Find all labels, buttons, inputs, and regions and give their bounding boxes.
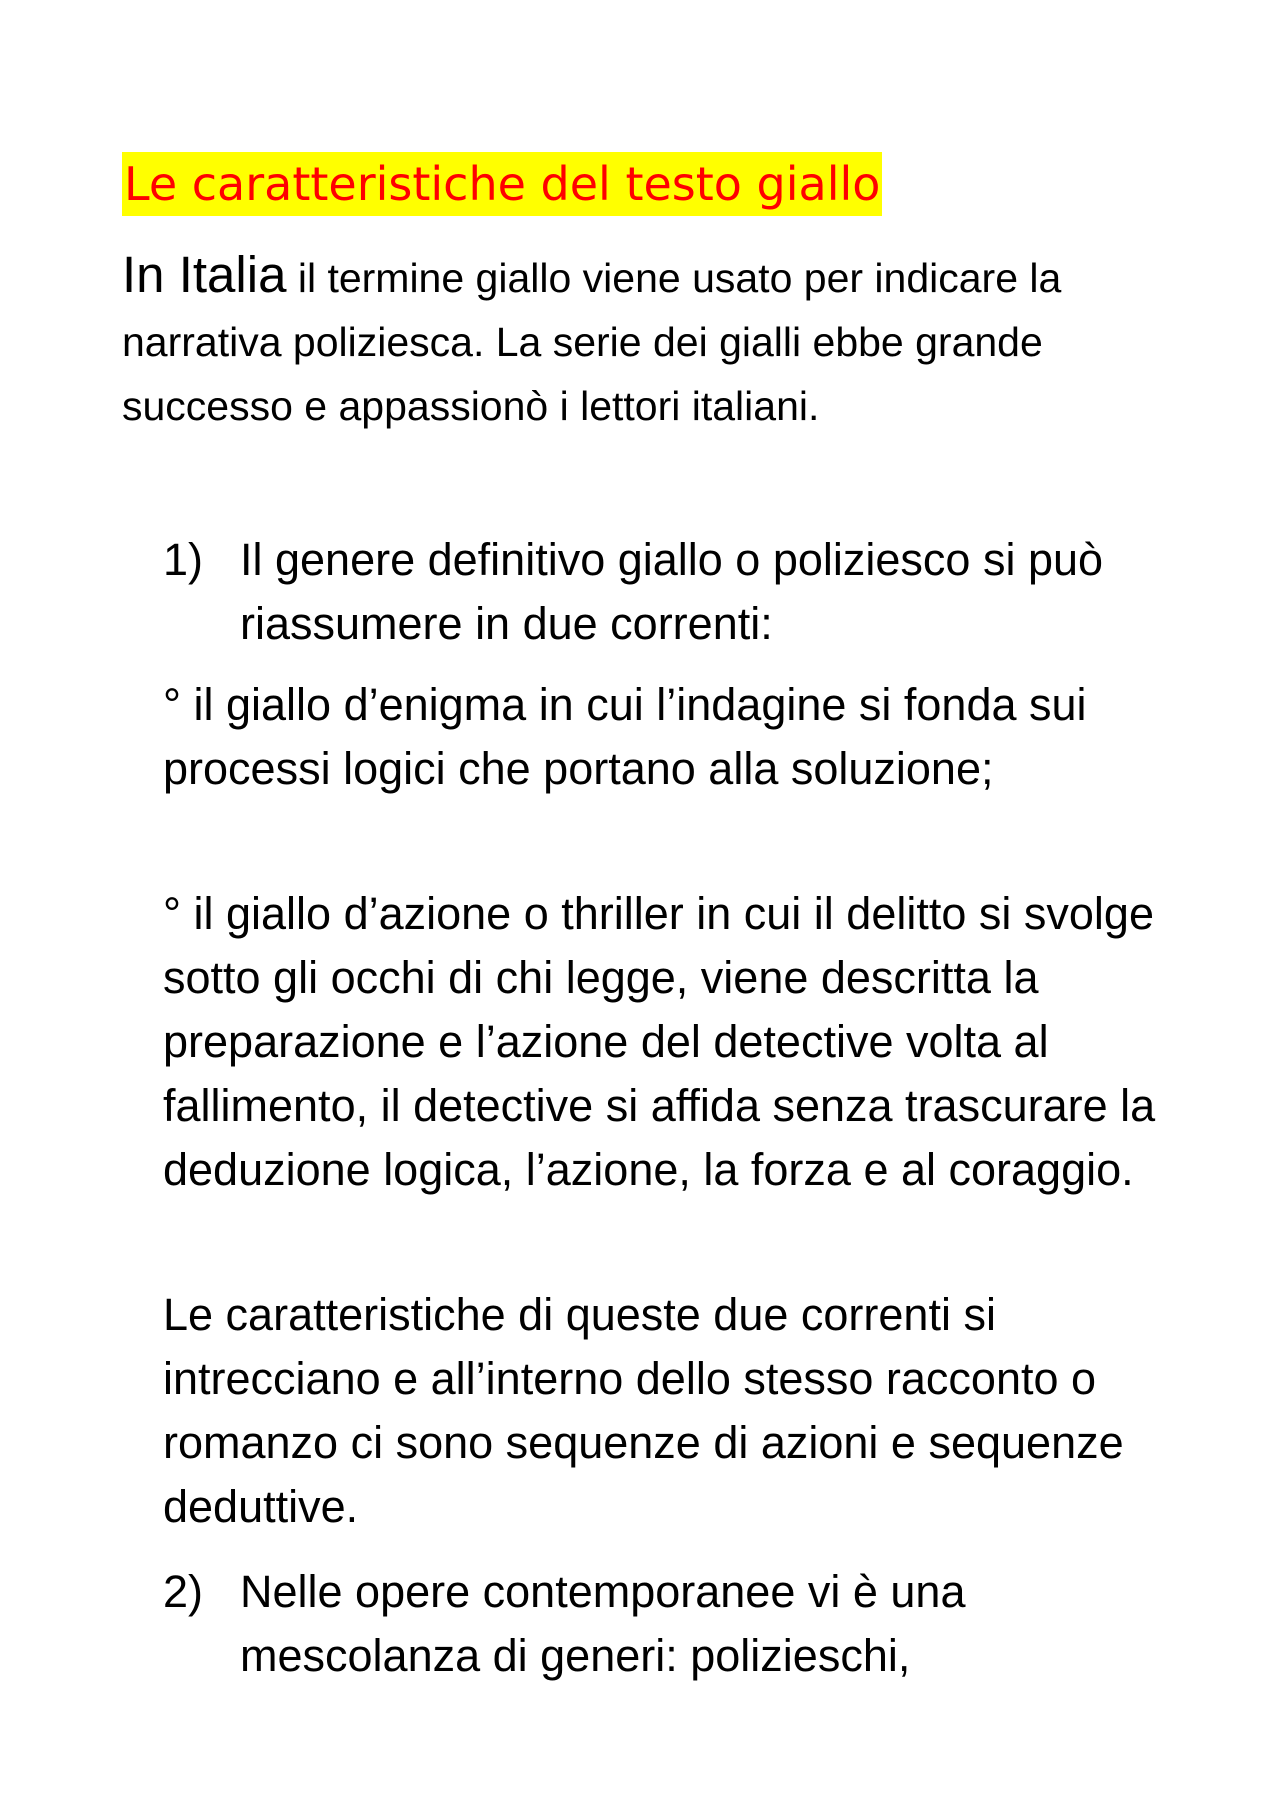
intro-paragraph [122, 243, 1162, 438]
numbered-item-1 [163, 528, 1163, 656]
item-text: Nelle opere contemporanee vi è una mescolanza di generi: polizieschi, [240, 1566, 966, 1681]
item-text: Il genere definitivo giallo o poliziesco si può riassumere in due correnti: [240, 534, 1104, 649]
document-title: Le caratteristiche del testo giallo [122, 152, 882, 216]
numbered-item-2 [163, 1560, 1163, 1688]
bullet-giallo-azione: ° il giallo d’azione o thriller in cui il delitto si svolge sotto gli occhi di chi legge, viene descritta la preparazione e l’azione del detective volta al fallimento, il detective si affida senza trascurare la deduzione logica, l’azione, la forza e al coraggio. [163, 888, 1156, 1195]
intro-text: il termine giallo viene usato per indicare la narrativa poliziesca. La serie dei gialli ebbe grande successo e appassionò i lettori italiani. [122, 255, 1062, 429]
item-number: 1) [163, 534, 204, 585]
intro-lead: In Italia [122, 246, 287, 303]
item-number: 2) [163, 1566, 204, 1617]
correnti-paragraph: Le caratteristiche di queste due correnti si intrecciano e all’interno dello stesso racconto o romanzo ci sono sequenze di azioni e sequenze deduttive. [163, 1289, 1124, 1532]
bullet-giallo-enigma: ° il giallo d’enigma in cui l’indagine si fonda sui processi logici che portano alla soluzione; [163, 679, 1087, 794]
